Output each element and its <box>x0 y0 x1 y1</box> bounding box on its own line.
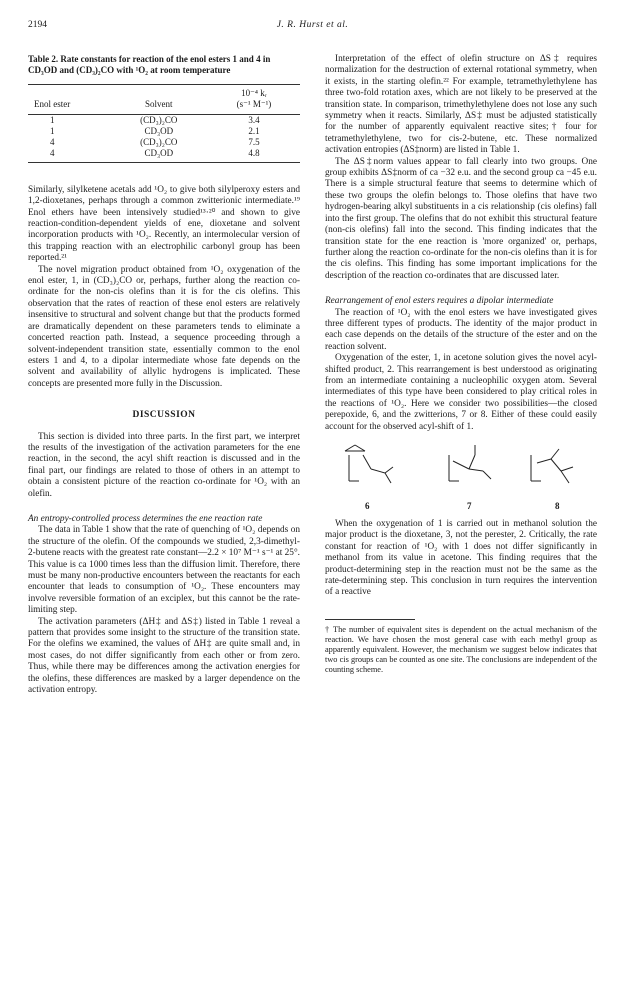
table-row <box>28 114 300 126</box>
structure-label-6: 6 <box>365 501 370 511</box>
table-header-rate <box>208 85 300 115</box>
structures-drawing <box>325 441 597 501</box>
table-cell: (CD₃)₂CO <box>140 136 178 147</box>
section-heading-discussion: DISCUSSION <box>132 410 196 421</box>
paragraph: The data in Table 1 show that the rate of quenching of ¹O₂ depends on the structure of the olefin. Of the compounds we studied, 2,3-dimethyl-2-butene reacts with the greatest rate constant—2.2 × 10⁷ M⁻¹ s⁻¹ at 25°. This value is ca 1000 times less than the diffusion limit. Therefore, there must be many non-productive encounters between the reactants for each encounter that leads to consumption of ¹O₂. These encounters may involve reversible formation of an exciplex, but this cannot be the rate-limiting step. <box>28 525 300 616</box>
table-cell: CD₃OD <box>144 125 174 136</box>
table-row <box>28 137 300 148</box>
paragraph: Similarly, silylketene acetals add ¹O₂ to give both silylperoxy esters and 1,2-dioxetanes, perhaps through a common zwitterionic intermediate.¹⁹ Enol ethers have been intensively studied¹³·²⁰ and shown to give reaction-condition-dependent yields of ene, dioxetane and solvent incorporation products with ¹O₂. Recently, an intermolecular version of this trapping reaction with an electrophilic carbonyl group has been reported.²¹ <box>28 184 300 264</box>
table-cell: 4.8 <box>208 148 300 163</box>
table-header-rate-line1: 10⁻⁴ kᵣ <box>241 88 267 98</box>
table-header-rate-line2: (s⁻¹ M⁻¹) <box>236 99 272 110</box>
table-cell: 4 <box>28 148 110 163</box>
running-head: J. R. Hurst et al. <box>276 20 349 30</box>
table-cell: 4 <box>50 136 55 147</box>
structure-label-8: 8 <box>555 501 560 511</box>
table-caption: Table 2. Rate constants for reaction of the enol esters 1 and 4 in CD₃OD and (CD₃)₂CO with ¹O₂ at room temperature <box>28 54 271 75</box>
table-cell: 1 <box>50 114 55 125</box>
table-row <box>28 148 300 163</box>
table-cell: 3.4 <box>248 114 260 125</box>
paragraph: When the oxygenation of 1 is carried out in methanol solution the major product is the dioxetane, 3, not the perester, 2. Critically, the rate constant for reaction of ¹O₂ with 1 does not differ significantly in methanol from its value in acetone. This finding requires that the product-determining step in the reaction must not be the same as the rate-determining step. This conclusion in turn requires the intervention of a reactive <box>325 519 597 598</box>
table-cell: CD₃OD <box>110 148 208 163</box>
table-cell: (CD₃)₂CO <box>140 114 178 125</box>
paragraph: Oxygenation of the ester, 1, in acetone solution gives the novel acyl-shifted product, 2. This rearrangement is best understood as originating from an intermediate containing a nucleophilic oxygen atom. Several intermediates of this type have been considered to play critical roles in the reactions of ¹O₂. Here we consider two possibilities—the closed perepoxide, 6, and the zwitterions, 7 or 8. Either of these could easily account for the observed acyl-shift of 1. <box>325 353 597 432</box>
paragraph: Interpretation of the effect of olefin structure on ΔS‡ requires normalization for the destruction of external rotational symmetry, when it exists, in the starting olefin.²² For example, tetramethylethylene has three two-fold rotation axes, which are not likely to be preserved at the transition state. In comparison, trimethylethylene does not lose any such symmetry when it reacts. Similarly, ΔS‡ must be adjusted statistically for the number of apparently equivalent reactive sites;† four for tetramethylethylene, two for cis-2-butene, etc. These normalized activation entropies (ΔS‡norm) are listed in Table 1. <box>325 54 597 156</box>
table-header-ester: Enol ester <box>28 85 110 115</box>
paragraph: The ΔS‡norm values appear to fall clearly into two groups. One group exhibits ΔS‡norm of ca −32 e.u. and the second group ca −45 e.u. There is a simple structural feature that seems to determine which of these two groups the olefin belongs to. Those olefins that have two hydrogen-bearing alkyl substituents in a cis relationship (cis olefins) fall into the first group. The olefins that do not exhibit this structural feature (non-cis olefins) fall into the second. This finding indicates that the transition state for the ene reaction is 'more organized' or, perhaps, further along the reaction co-ordinate for the non-cis olefins than it is for the cis olefins. This finding has some important implications for the description of the reaction co-ordinates that are discussed later. <box>325 156 597 281</box>
page-number: 2194 <box>28 20 47 30</box>
table-header-solvent: Solvent <box>110 85 208 115</box>
footnote-divider <box>325 619 415 620</box>
paragraph: The novel migration product obtained from ¹O₂ oxygenation of the enol ester, 1, in (CD₃)₂CO or, perhaps, further along the reaction co-ordinate for the non-cis olefins than it is for the cis olefins. This observation that the rates of reaction of these enol esters are relatively insensitive to structural and solvent change but that the products formed are dramatically dependent on these parameters tends to eliminate a concerted reaction path. Instead, a sequence proceeding through a solvent-independent transition state, essentially common to the enol esters 1 and 4, to a dipolar intermediate whose fate depends on the solvent and availability of allylic hydrogens is implicated. These concepts are presented more fully in the Discussion. <box>28 264 300 389</box>
left-column <box>28 54 300 696</box>
footnote: † The number of equivalent sites is dependent on the actual mechanism of the reaction. We have chosen the most general case with each methyl group as apparently equivalent. However, the mechanism we suggest below indicates that two cis groups can be counted as one site. The conclusions are independent of the counting scheme. <box>325 624 597 674</box>
table-cell: 1 <box>50 125 55 136</box>
table-cell: 2.1 <box>248 125 260 136</box>
paragraph: The activation parameters (ΔH‡ and ΔS‡) listed in Table 1 reveal a pattern that provides some insight to the structure of the transition state. For the olefins we examined, the values of ΔH‡ are quite small and, in most cases, do not differ significantly from each other or from zero. Thus, while there may be differences among the activation energies for the olefins, these differences are masked by a larger dependence on the activation entropy. <box>28 616 300 696</box>
rate-constants-table <box>28 84 300 163</box>
structure-label-7: 7 <box>467 501 472 511</box>
paragraph: This section is divided into three parts. In the first part, we interpret the results of the investigation of the activation parameters for the ene reaction, in the second, the acyl shift reaction is discussed and in the final part, our findings are related to those of others in an attempt to obtain a consistent picture of the reaction co-ordinate for ¹O₂ with an olefin. <box>28 431 300 499</box>
paragraph: The reaction of ¹O₂ with the enol esters we have investigated gives three different types of products. The identity of the major product in each case depends on the details of the structure of the ester and on the reaction solvent. <box>325 307 597 352</box>
table-cell: 7.5 <box>248 136 260 147</box>
table-row <box>28 126 300 137</box>
intermediate-structures-scheme <box>325 441 597 513</box>
right-column <box>325 54 597 675</box>
page-header <box>28 20 597 34</box>
subsection-heading: Rearrangement of enol esters requires a dipolar intermediate <box>325 296 554 307</box>
subsection-heading: An entropy-controlled process determines the ene reaction rate <box>28 513 263 524</box>
